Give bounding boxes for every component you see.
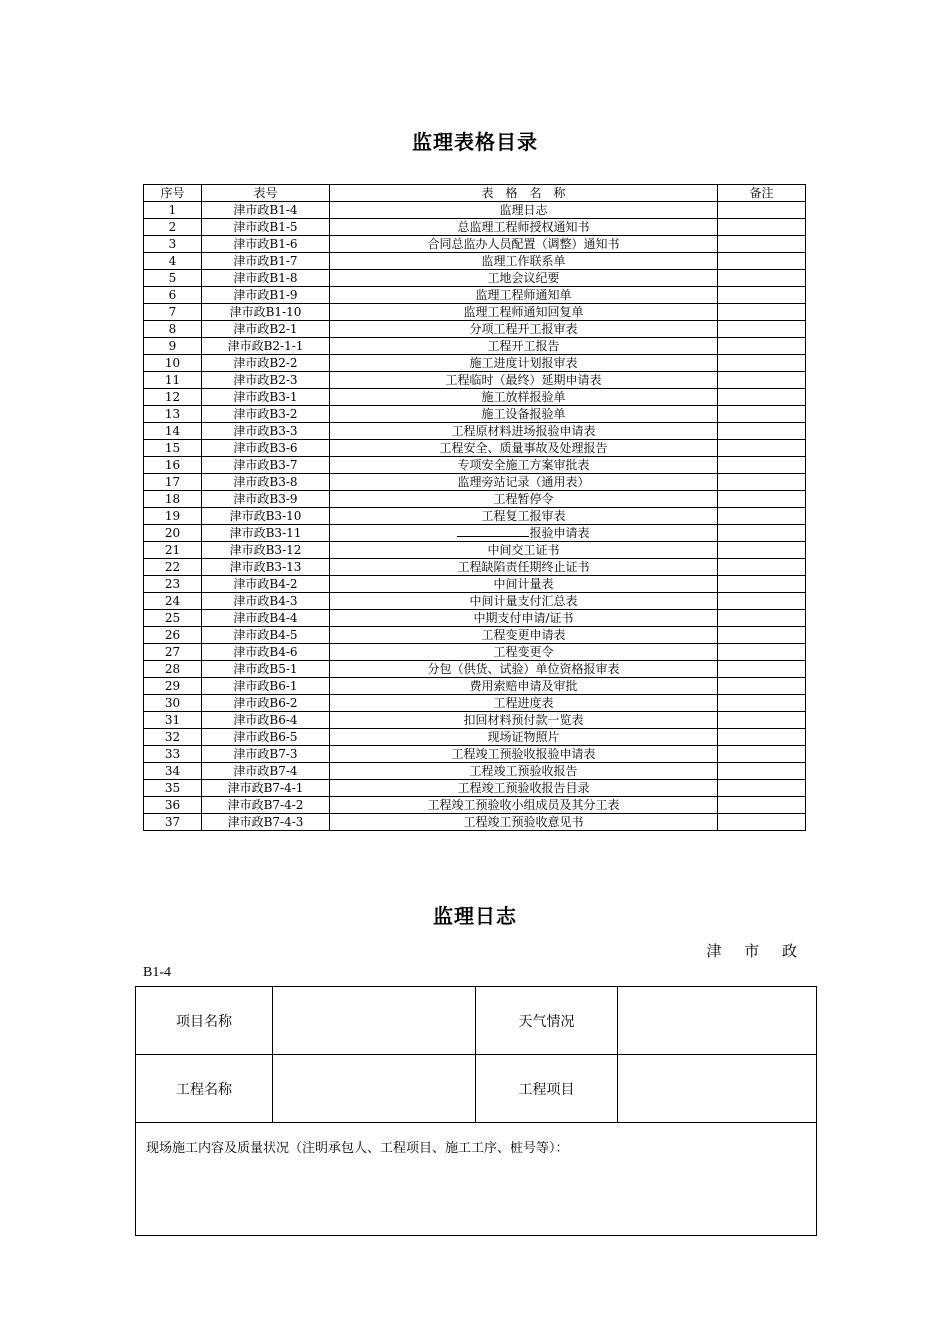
row-note [718, 270, 806, 287]
table-row [144, 593, 806, 610]
row-no: 9 [144, 338, 202, 355]
row-code: 津市政B1-9 [202, 287, 330, 304]
row-no: 2 [144, 219, 202, 236]
table-row [144, 780, 806, 797]
row-no: 13 [144, 406, 202, 423]
row-note [718, 389, 806, 406]
row-no: 34 [144, 763, 202, 780]
row-note [718, 219, 806, 236]
row-name: 工程原材料进场报验申请表 [330, 423, 718, 440]
row-name: 监理工作联系单 [330, 253, 718, 270]
row-name [330, 525, 718, 542]
row-code: 津市政B7-4 [202, 763, 330, 780]
row-code: 津市政B3-11 [202, 525, 330, 542]
row-no: 36 [144, 797, 202, 814]
row-code: 津市政B1-4 [202, 202, 330, 219]
row-no: 35 [144, 780, 202, 797]
row-name: 工程安全、质量事故及处理报告 [330, 440, 718, 457]
row-note [718, 763, 806, 780]
header-name: 表 格 名 称 [330, 185, 718, 202]
table-row [144, 253, 806, 270]
row-no: 24 [144, 593, 202, 610]
row-code: 津市政B2-1-1 [202, 338, 330, 355]
table-row [144, 372, 806, 389]
row-note [718, 780, 806, 797]
row-no: 21 [144, 542, 202, 559]
row-note [718, 729, 806, 746]
row-code: 津市政B3-1 [202, 389, 330, 406]
row-no: 29 [144, 678, 202, 695]
weather-field[interactable] [618, 987, 817, 1055]
project-name-field[interactable] [273, 987, 476, 1055]
table-row [144, 389, 806, 406]
row-code: 津市政B3-9 [202, 491, 330, 508]
row-note [718, 355, 806, 372]
row-note [718, 559, 806, 576]
table-row [144, 627, 806, 644]
table-row [144, 287, 806, 304]
row-name: 工程进度表 [330, 695, 718, 712]
row-note [718, 474, 806, 491]
row-no: 25 [144, 610, 202, 627]
row-name: 工程复工报审表 [330, 508, 718, 525]
row-code: 津市政B3-13 [202, 559, 330, 576]
catalog-table [143, 184, 806, 831]
row-code: 津市政B7-3 [202, 746, 330, 763]
blank-underline [457, 525, 529, 537]
row-name: 施工进度计划报审表 [330, 355, 718, 372]
row-name: 施工放样报验单 [330, 389, 718, 406]
row-note [718, 661, 806, 678]
row-name: 工程竣工预验收意见书 [330, 814, 718, 831]
table-row [144, 814, 806, 831]
row-code: 津市政B3-2 [202, 406, 330, 423]
row-no: 28 [144, 661, 202, 678]
header-note: 备注 [718, 185, 806, 202]
row-note [718, 457, 806, 474]
table-row [144, 474, 806, 491]
row-no: 23 [144, 576, 202, 593]
row-code: 津市政B4-6 [202, 644, 330, 661]
log-code: B1-4 [143, 965, 171, 980]
table-row [144, 763, 806, 780]
row-no: 14 [144, 423, 202, 440]
content-field[interactable] [136, 1123, 817, 1236]
table-row [144, 559, 806, 576]
row-name: 专项安全施工方案审批表 [330, 457, 718, 474]
row-code: 津市政B1-5 [202, 219, 330, 236]
row-name: 施工设备报验单 [330, 406, 718, 423]
engineering-name-field[interactable] [273, 1055, 476, 1123]
row-code: 津市政B6-4 [202, 712, 330, 729]
table-row [144, 576, 806, 593]
row-name-text: 报验申请表 [529, 526, 590, 540]
row-name: 中期支付申请/证书 [330, 610, 718, 627]
row-no: 26 [144, 627, 202, 644]
engineering-item-label: 工程项目 [476, 1055, 618, 1123]
row-no: 8 [144, 321, 202, 338]
row-note [718, 236, 806, 253]
row-no: 32 [144, 729, 202, 746]
table-row [144, 678, 806, 695]
row-no: 4 [144, 253, 202, 270]
content-label: 现场施工内容及质量状况（注明承包人、工程项目、施工工序、桩号等）： [146, 1141, 569, 1156]
row-note [718, 576, 806, 593]
row-name: 工程缺陷责任期终止证书 [330, 559, 718, 576]
row-name: 中间计量支付汇总表 [330, 593, 718, 610]
row-name: 工程变更申请表 [330, 627, 718, 644]
row-name: 工地会议纪要 [330, 270, 718, 287]
table-row [144, 406, 806, 423]
table-row [144, 508, 806, 525]
row-note [718, 712, 806, 729]
row-code: 津市政B1-6 [202, 236, 330, 253]
table-row [144, 542, 806, 559]
row-name: 合同总监办人员配置（调整）通知书 [330, 236, 718, 253]
row-no: 19 [144, 508, 202, 525]
row-no: 37 [144, 814, 202, 831]
row-name: 监理日志 [330, 202, 718, 219]
table-row [144, 661, 806, 678]
table-row [144, 202, 806, 219]
log-title: 监理日志 [433, 904, 517, 928]
row-no: 22 [144, 559, 202, 576]
row-name: 中间交工证书 [330, 542, 718, 559]
row-code: 津市政B6-1 [202, 678, 330, 695]
row-name: 扣回材料预付款一览表 [330, 712, 718, 729]
weather-label: 天气情况 [476, 987, 618, 1055]
row-no: 31 [144, 712, 202, 729]
table-row [144, 236, 806, 253]
row-no: 30 [144, 695, 202, 712]
row-code: 津市政B3-10 [202, 508, 330, 525]
row-code: 津市政B6-5 [202, 729, 330, 746]
row-name: 工程竣工预验收报告 [330, 763, 718, 780]
table-row [144, 270, 806, 287]
row-name: 分项工程开工报审表 [330, 321, 718, 338]
row-code: 津市政B3-8 [202, 474, 330, 491]
row-no: 10 [144, 355, 202, 372]
row-code: 津市政B2-1 [202, 321, 330, 338]
row-note [718, 440, 806, 457]
row-note [718, 814, 806, 831]
row-code: 津市政B4-5 [202, 627, 330, 644]
row-code: 津市政B5-1 [202, 661, 330, 678]
table-row [144, 304, 806, 321]
table-row [144, 695, 806, 712]
row-code: 津市政B3-6 [202, 440, 330, 457]
row-no: 33 [144, 746, 202, 763]
row-note [718, 695, 806, 712]
row-name: 工程竣工预验收报告目录 [330, 780, 718, 797]
project-name-label: 项目名称 [136, 987, 273, 1055]
row-note [718, 406, 806, 423]
table-row [144, 644, 806, 661]
row-code: 津市政B1-7 [202, 253, 330, 270]
row-note [718, 610, 806, 627]
row-note [718, 508, 806, 525]
row-note [718, 678, 806, 695]
row-name: 工程临时（最终）延期申请表 [330, 372, 718, 389]
row-code: 津市政B4-4 [202, 610, 330, 627]
row-code: 津市政B7-4-1 [202, 780, 330, 797]
row-no: 18 [144, 491, 202, 508]
row-no: 5 [144, 270, 202, 287]
row-name: 工程竣工预验收报验申请表 [330, 746, 718, 763]
row-code: 津市政B1-8 [202, 270, 330, 287]
row-code: 津市政B2-3 [202, 372, 330, 389]
row-code: 津市政B3-12 [202, 542, 330, 559]
row-no: 27 [144, 644, 202, 661]
table-row [144, 457, 806, 474]
row-name: 费用索赔申请及审批 [330, 678, 718, 695]
row-name: 监理工程师通知单 [330, 287, 718, 304]
row-code: 津市政B1-10 [202, 304, 330, 321]
log-org: 津 市 政 [706, 942, 806, 960]
row-note [718, 525, 806, 542]
row-name: 工程暂停令 [330, 491, 718, 508]
row-no: 12 [144, 389, 202, 406]
table-row [144, 440, 806, 457]
row-code: 津市政B4-3 [202, 593, 330, 610]
table-row [144, 729, 806, 746]
row-note [718, 321, 806, 338]
row-name: 监理旁站记录（通用表） [330, 474, 718, 491]
row-code: 津市政B2-2 [202, 355, 330, 372]
row-code: 津市政B6-2 [202, 695, 330, 712]
row-note [718, 423, 806, 440]
row-note [718, 491, 806, 508]
table-row [144, 525, 806, 542]
row-name: 工程竣工预验收小组成员及其分工表 [330, 797, 718, 814]
row-name: 监理工程师通知回复单 [330, 304, 718, 321]
row-note [718, 797, 806, 814]
log-table [135, 986, 817, 1236]
row-note [718, 304, 806, 321]
row-no: 7 [144, 304, 202, 321]
catalog-title: 监理表格目录 [412, 130, 538, 154]
row-no: 15 [144, 440, 202, 457]
row-note [718, 253, 806, 270]
row-code: 津市政B7-4-3 [202, 814, 330, 831]
row-note [718, 644, 806, 661]
row-note [718, 627, 806, 644]
row-note [718, 372, 806, 389]
row-no: 17 [144, 474, 202, 491]
row-name: 中间计量表 [330, 576, 718, 593]
row-code: 津市政B3-3 [202, 423, 330, 440]
row-note [718, 542, 806, 559]
table-row [144, 746, 806, 763]
engineering-name-label: 工程名称 [136, 1055, 273, 1123]
row-name: 工程变更令 [330, 644, 718, 661]
table-row [144, 797, 806, 814]
row-no: 11 [144, 372, 202, 389]
catalog-header-row [144, 185, 806, 202]
row-no: 16 [144, 457, 202, 474]
header-code: 表号 [202, 185, 330, 202]
table-row [144, 219, 806, 236]
table-row [144, 712, 806, 729]
table-row [144, 321, 806, 338]
row-no: 20 [144, 525, 202, 542]
row-name: 总监理工程师授权通知书 [330, 219, 718, 236]
table-row [144, 423, 806, 440]
row-name: 工程开工报告 [330, 338, 718, 355]
row-note [718, 746, 806, 763]
row-code: 津市政B3-7 [202, 457, 330, 474]
table-row [144, 355, 806, 372]
row-name: 现场证物照片 [330, 729, 718, 746]
row-name: 分包（供货、试验）单位资格报审表 [330, 661, 718, 678]
row-note [718, 202, 806, 219]
row-no: 3 [144, 236, 202, 253]
row-no: 1 [144, 202, 202, 219]
table-row [144, 610, 806, 627]
table-row [144, 491, 806, 508]
row-note [718, 338, 806, 355]
row-code: 津市政B4-2 [202, 576, 330, 593]
engineering-item-field[interactable] [618, 1055, 817, 1123]
row-no: 6 [144, 287, 202, 304]
row-note [718, 287, 806, 304]
row-note [718, 593, 806, 610]
row-code: 津市政B7-4-2 [202, 797, 330, 814]
header-no: 序号 [144, 185, 202, 202]
table-row [144, 338, 806, 355]
